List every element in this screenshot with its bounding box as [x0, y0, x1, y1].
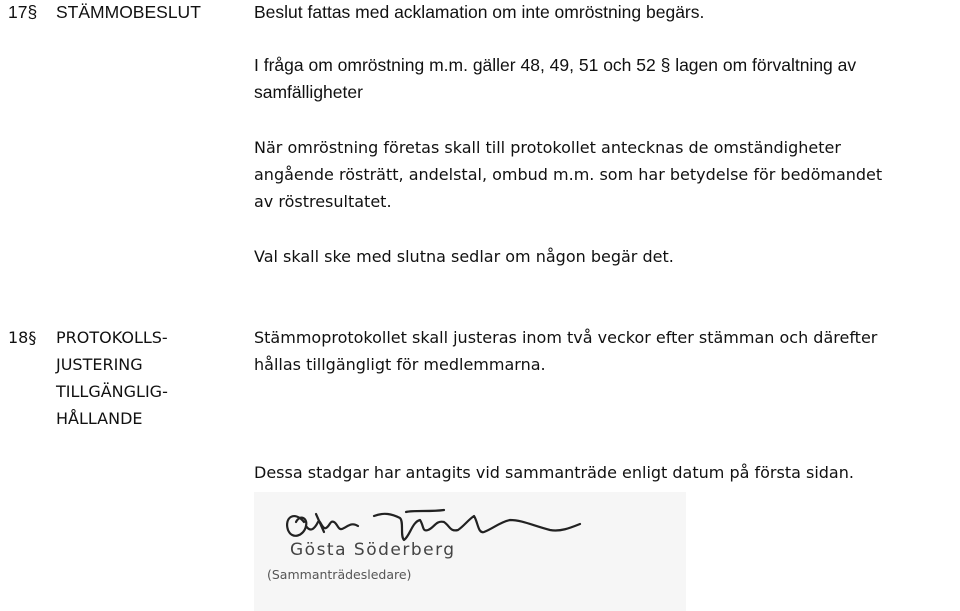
section-18-number: 18§	[8, 328, 37, 347]
section-18-heading-line-2: JUSTERING	[56, 355, 143, 374]
section-17-paragraph-3-line-3: av röstresultatet.	[254, 192, 392, 211]
section-17-paragraph-2-line-2: samfälligheter	[254, 82, 363, 102]
closing-statement: Dessa stadgar har antagits vid sammanträde enligt datum på första sidan.	[254, 463, 854, 482]
section-17-paragraph-1: Beslut fattas med acklamation om inte omröstning begärs.	[254, 2, 705, 22]
section-18-heading-line-4: HÅLLANDE	[56, 409, 143, 428]
section-17-paragraph-3-line-2: angående rösträtt, andelstal, ombud m.m. som har betydelse för bedömandet	[254, 165, 883, 184]
section-17-heading: STÄMMOBESLUT	[56, 2, 201, 22]
section-17-paragraph-4: Val skall ske med slutna sedlar om någon begär det.	[254, 247, 674, 266]
section-18-paragraph-line-1: Stämmoprotokollet skall justeras inom två veckor efter stämman och därefter	[254, 328, 878, 347]
section-17-number: 17§	[8, 2, 38, 22]
signature-title: (Sammanträdesledare)	[267, 567, 412, 582]
section-18-heading-line-3: TILLGÄNGLIG-	[56, 382, 168, 401]
section-18-heading-line-1: PROTOKOLLS-	[56, 328, 168, 347]
section-17-paragraph-3-line-1: När omröstning företas skall till protokollet antecknas de omständigheter	[254, 138, 841, 157]
section-17-paragraph-2-line-1: I fråga om omröstning m.m. gäller 48, 49, 51 och 52 § lagen om förvaltning av	[254, 55, 857, 75]
signature-printed-name: Gösta Söderberg	[290, 540, 456, 560]
section-18-paragraph-line-2: hållas tillgängligt för medlemmarna.	[254, 355, 546, 374]
